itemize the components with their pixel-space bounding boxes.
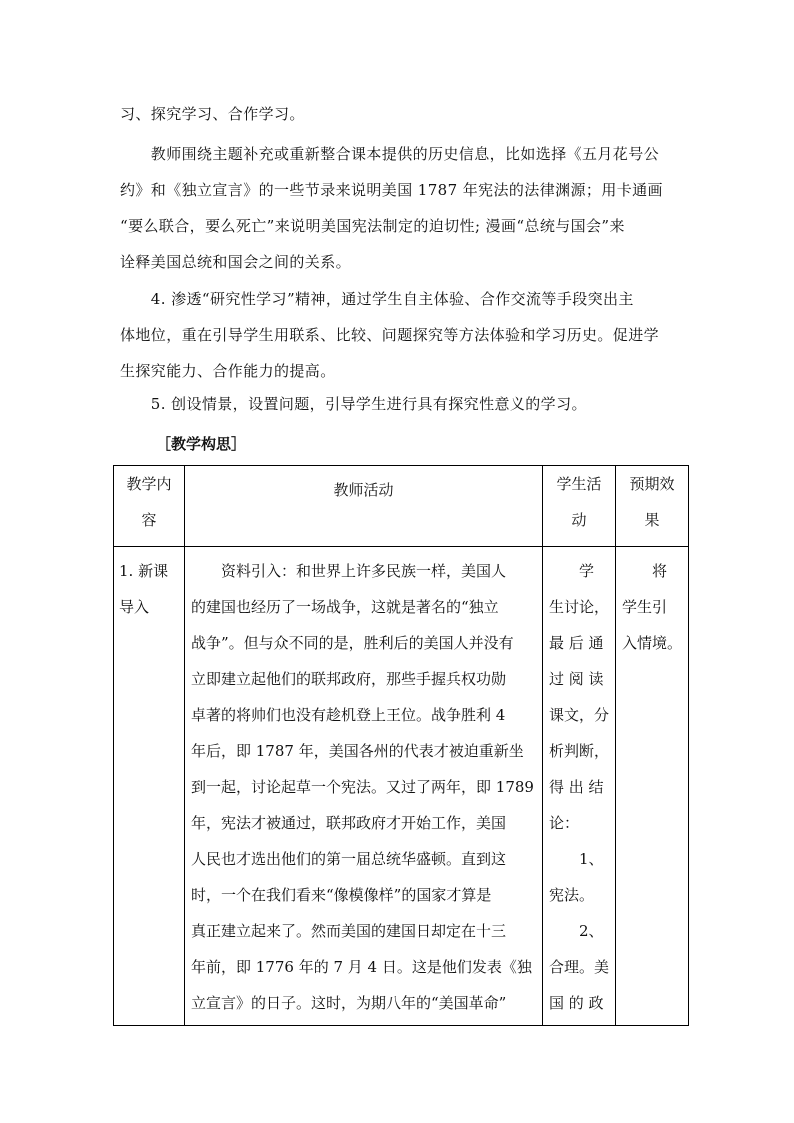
text-line: 5. 创设情景，设置问题，引导学生进行具有探究性意义的学习。 bbox=[120, 395, 587, 413]
cell-student bbox=[543, 547, 616, 1026]
text-line: “要么联合，要么死亡”来说明美国宪法制定的迫切性; 漫画“总统与国会”来 bbox=[120, 217, 625, 235]
header-text: 教师活动 bbox=[333, 481, 394, 499]
paragraph-4 bbox=[120, 386, 680, 422]
cell-text: 导入 bbox=[119, 598, 150, 616]
paragraph-2 bbox=[120, 136, 680, 280]
cell-text: 析判断， bbox=[549, 742, 610, 760]
cell-text: 学生引 bbox=[622, 598, 668, 616]
cell-content bbox=[114, 547, 185, 1026]
cell-text: 时，一个在我们看来“像模像样”的国家才算是 bbox=[191, 886, 492, 904]
header-effect bbox=[616, 466, 689, 547]
cell-text: 人民也才选出他们的第一届总统华盛顿。直到这 bbox=[191, 850, 507, 868]
cell-text: 课文，分 bbox=[549, 706, 610, 724]
cell-text: 的建国也经历了一场战争，这就是著名的“独立 bbox=[191, 598, 499, 616]
header-teacher bbox=[185, 466, 543, 547]
cell-text: 年，宪法才被通过，联邦政府才开始工作，美国 bbox=[191, 814, 507, 832]
cell-text: 生讨论， bbox=[549, 598, 610, 616]
paragraph-1 bbox=[120, 96, 680, 132]
text-line: 4. 渗透“研究性学习”精神，通过学生自主体验、合作交流等手段突出主 bbox=[120, 290, 634, 308]
cell-text: 真正建立起来了。然而美国的建国日却定在十三 bbox=[191, 922, 507, 940]
cell-text: 1. 新课 bbox=[119, 562, 169, 580]
teaching-plan-table bbox=[113, 465, 689, 1026]
header-text: 学生活 bbox=[556, 475, 602, 493]
cell-text: 入情境。 bbox=[622, 634, 683, 652]
cell-text: 论： bbox=[549, 814, 580, 832]
cell-text: 学 bbox=[549, 562, 595, 580]
cell-text: 国 的 政 bbox=[549, 994, 604, 1012]
cell-effect bbox=[616, 547, 689, 1026]
table-header-row bbox=[114, 466, 689, 547]
cell-text: 合理。美 bbox=[549, 958, 610, 976]
cell-text: 资料引入：和世界上许多民族一样，美国人 bbox=[191, 562, 507, 580]
cell-teacher bbox=[185, 547, 543, 1026]
header-text: 教学内 bbox=[126, 475, 172, 493]
cell-text: 最 后 通 bbox=[549, 634, 604, 652]
cell-text: 立即建立起他们的联邦政府，那些手握兵权功勋 bbox=[191, 670, 507, 688]
cell-text: 年后，即 1787 年，美国各州的代表才被迫重新坐 bbox=[191, 742, 524, 760]
text-line: 教师围绕主题补充或重新整合课本提供的历史信息，比如选择《五月花号公 bbox=[120, 145, 660, 163]
cell-text: 立宣言》的日子。这时，为期八年的“美国革命” bbox=[191, 994, 507, 1012]
cell-text: 将 bbox=[622, 562, 668, 580]
text-line: 生探究能力、合作能力的提高。 bbox=[120, 362, 336, 380]
table-row bbox=[114, 547, 689, 1026]
header-text: 动 bbox=[571, 511, 587, 529]
cell-text: 2、 bbox=[549, 922, 604, 940]
header-text: 果 bbox=[644, 511, 660, 529]
text-line: 体地位，重在引导学生用联系、比较、问题探究等方法体验和学习历史。促进学 bbox=[120, 326, 660, 344]
text-line: 习、探究学习、合作学习。 bbox=[120, 105, 305, 123]
cell-text: 战争”。但与众不同的是，胜利后的美国人并没有 bbox=[191, 634, 514, 652]
section-heading: ［教学构思］ bbox=[156, 435, 247, 453]
text-line: 约》和《独立宣言》的一些节录来说明美国 1787 年宪法的法律渊源；用卡通画 bbox=[120, 181, 663, 199]
cell-text: 到一起，讨论起草一个宪法。又过了两年，即 1789 bbox=[191, 778, 534, 796]
header-text: 预期效 bbox=[629, 475, 675, 493]
text-line: 诠释美国总统和国会之间的关系。 bbox=[120, 253, 352, 271]
cell-text: 宪法。 bbox=[549, 886, 595, 904]
header-content bbox=[114, 466, 185, 547]
cell-text: 1、 bbox=[549, 850, 604, 868]
cell-text: 年前，即 1776 年的 7 月 4 日。这是他们发表《独 bbox=[191, 958, 532, 976]
cell-text: 卓著的将帅们也没有趁机登上王位。战争胜利 4 bbox=[191, 706, 506, 724]
cell-text: 过 阅 读 bbox=[549, 670, 604, 688]
paragraph-3 bbox=[120, 281, 680, 389]
header-student bbox=[543, 466, 616, 547]
header-text: 容 bbox=[141, 511, 157, 529]
cell-text: 得 出 结 bbox=[549, 778, 604, 796]
